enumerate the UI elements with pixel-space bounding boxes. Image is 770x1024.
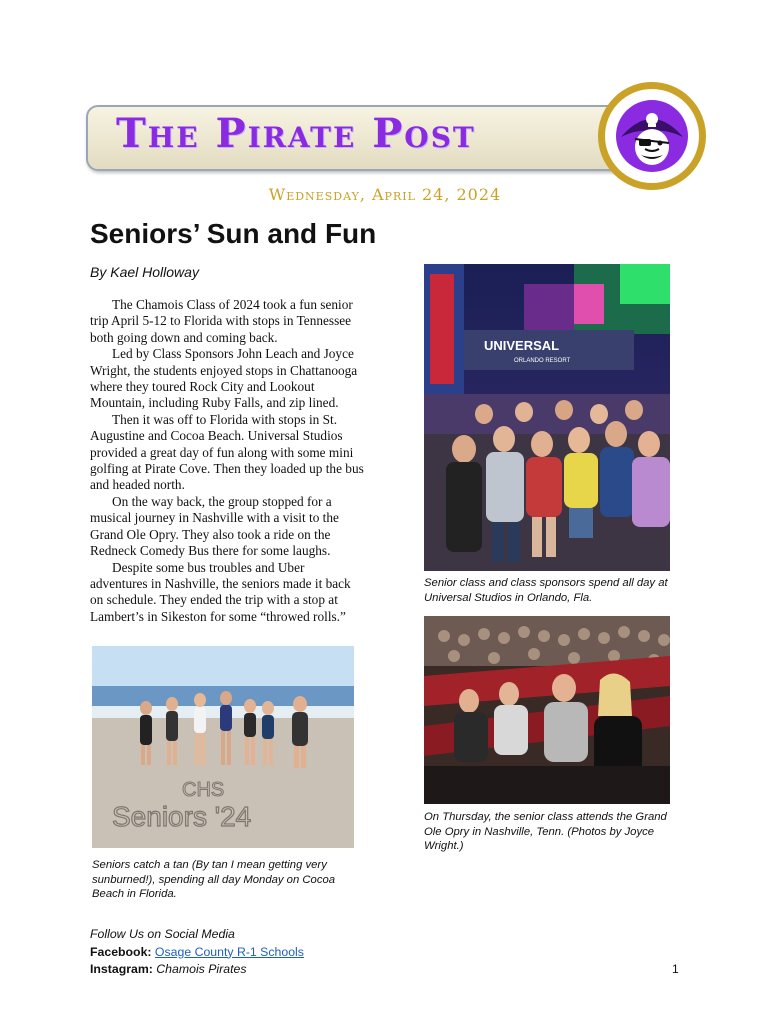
social-footer [90, 926, 304, 979]
instagram-label: Instagram: [90, 962, 153, 976]
article-paragraph: Then it was off to Florida with stops in St. Augustine and Cocoa Beach. Universal Studios provided a great day of fun along with some mini golfing at Pirate Cove. Then they loaded up the bus and headed north. [90, 411, 364, 493]
article-paragraph: On the way back, the group stopped for a musical journey in Nashville with a visit to the Grand Ole Opry. They also took a ride on the Redneck Comedy Bus there for some laughs. [90, 493, 339, 559]
pirate-mascot-icon [615, 99, 689, 173]
grand-ole-opry-photo [424, 616, 670, 804]
article-paragraph: Despite some bus troubles and Uber adventures in Nashville, the seniors made it back on schedule. They ended the trip with a stop at Lambert’s in Sikeston for some “throwed rolls.” [90, 559, 351, 624]
pirate-logo [598, 82, 706, 190]
universal-studios-photo [424, 264, 670, 571]
instagram-line [90, 961, 304, 979]
opry-photo-caption: On Thursday, the senior class attends the Grand Ole Opry in Nashville, Tenn. (Photos by Joyce Wright.) [424, 811, 667, 853]
cocoa-beach-photo [92, 646, 354, 848]
sand-writing-seniors: Seniors '24 [112, 801, 252, 832]
newsletter-title: The Pirate Post [116, 110, 476, 157]
page-number: 1 [672, 962, 679, 976]
facebook-link[interactable]: Osage County R-1 Schools [154, 944, 304, 959]
facebook-label: Facebook: [90, 944, 152, 959]
article-paragraph: Led by Class Sponsors John Leach and Joyce Wright, the students enjoyed stops in Chattanooga where they toured Rock City and Lookout Mountain, including Ruby Falls, and zip lined. [90, 346, 358, 411]
beach-photo-caption: Seniors catch a tan (By tan I mean getting very sunburned!), spending all day Monday on Cocoa Beach in Florida. [92, 859, 336, 901]
article-body [90, 297, 365, 625]
article-headline: Seniors’ Sun and Fun [90, 218, 377, 249]
sand-writing-chs: CHS [182, 779, 225, 801]
universal-sign-text: UNIVERSAL [484, 338, 560, 353]
instagram-handle: Chamois Pirates [156, 962, 247, 976]
follow-us-text: Follow Us on Social Media [90, 927, 235, 941]
universal-sign-subtext: ORLANDO RESORT [514, 358, 571, 364]
universal-photo-caption: Senior class and class sponsors spend all day at Universal Studios in Orlando, Fla. [424, 577, 668, 604]
article-byline: By Kael Holloway [90, 264, 199, 280]
article-paragraph: The Chamois Class of 2024 took a fun senior trip April 5-12 to Florida with stops in Tennessee both going down and coming back. [90, 297, 353, 345]
issue-date: Wednesday, April 24, 2024 [268, 185, 502, 204]
facebook-line [90, 944, 304, 962]
